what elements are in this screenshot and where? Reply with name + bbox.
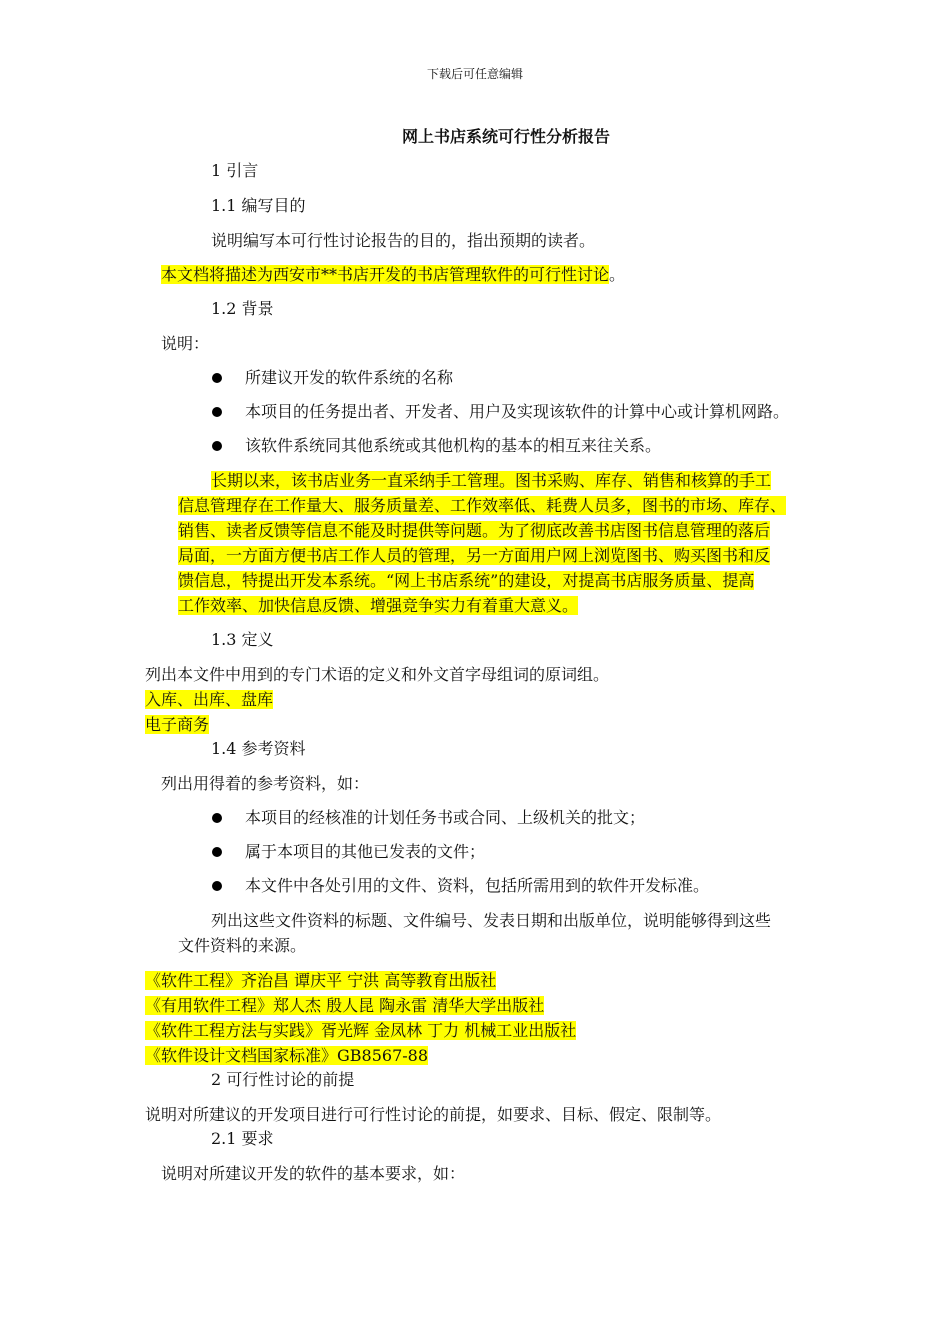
highlighted-text: 工作效率、加快信息反馈、增强竞争实力有着重大意义。 bbox=[178, 596, 579, 615]
section-1-1-heading: 1.1 编写目的 bbox=[211, 196, 306, 215]
background-paragraph-line bbox=[178, 520, 770, 542]
list-item: 本文件中各处引用的文件、资料，包括所需用到的软件开发标准。 bbox=[245, 876, 710, 895]
reference-entry bbox=[145, 995, 544, 1017]
reference-entry bbox=[145, 970, 496, 992]
highlighted-text: 《软件工程》齐治昌 谭庆平 宁洪 高等教育出版社 bbox=[145, 971, 497, 990]
highlighted-text: 《软件设计文档国家标准》GB8567-88 bbox=[145, 1046, 429, 1065]
bullet-icon bbox=[212, 847, 222, 857]
background-paragraph-line bbox=[178, 495, 786, 517]
page-header: 下载后可任意编辑 bbox=[426, 67, 523, 81]
list-item: 属于本项目的其他已发表的文件； bbox=[245, 842, 486, 861]
section-2-1-heading: 2.1 要求 bbox=[211, 1129, 274, 1148]
bullet-icon bbox=[212, 407, 222, 417]
highlighted-text: 入库、出库、盘库 bbox=[145, 690, 274, 709]
background-paragraph-line bbox=[178, 570, 754, 592]
highlighted-text: 《有用软件工程》郑人杰 殷人昆 陶永雷 清华大学出版社 bbox=[145, 996, 545, 1015]
reference-note-line: 列出这些文件资料的标题、文件编号、发表日期和出版单位，说明能够得到这些 bbox=[211, 911, 772, 930]
highlighted-text: 销售、读者反馈等信息不能及时提供等问题。为了彻底改善书店图书信息管理的落后 bbox=[178, 521, 771, 540]
bullet-icon bbox=[212, 881, 222, 891]
highlighted-text: 《软件工程方法与实践》胥光辉 金凤林 丁力 机械工业出版社 bbox=[145, 1021, 577, 1040]
highlighted-text: 局面，一方面方便书店工作人员的管理，另一方面用户网上浏览图书、购买图书和反 bbox=[178, 546, 771, 565]
bullet-icon bbox=[212, 813, 222, 823]
list-item: 本项目的任务提出者、开发者、用户及实现该软件的计算中心或计算机网路。 bbox=[245, 402, 790, 421]
background-paragraph-line bbox=[178, 595, 578, 617]
bullet-icon bbox=[212, 373, 222, 383]
list-item: 本项目的经核准的计划任务书或合同、上级机关的批文； bbox=[245, 808, 646, 827]
document-title: 网上书店系统可行性分析报告 bbox=[401, 127, 610, 146]
section-1-1-description: 说明编写本可行性讨论报告的目的，指出预期的读者。 bbox=[211, 231, 596, 250]
highlighted-text: 电子商务 bbox=[145, 715, 210, 734]
highlighted-text: 馈信息，特提出开发本系统。“网上书店系统”的建设，对提高书店服务质量、提高 bbox=[178, 571, 755, 590]
section-1-3-heading: 1.3 定义 bbox=[211, 630, 274, 649]
section-1-2-heading: 1.2 背景 bbox=[211, 299, 274, 318]
highlighted-text: 本文档将描述为西安市**书店开发的书店管理软件的可行性讨论 bbox=[161, 265, 610, 284]
section-1-3-description: 列出本文件中用到的专门术语的定义和外文首字母组词的原词组。 bbox=[145, 665, 610, 684]
section-1-2-description: 说明： bbox=[161, 334, 210, 353]
bullet-icon bbox=[212, 441, 222, 451]
reference-entry bbox=[145, 1045, 428, 1067]
highlighted-text: 信息管理存在工作量大、服务质量差、工作效率低、耗费人员多，图书的市场、库存、 bbox=[178, 496, 787, 515]
list-item: 该软件系统同其他系统或其他机构的基本的相互来往关系。 bbox=[245, 436, 662, 455]
highlight-tail: 。 bbox=[609, 265, 626, 284]
section-1-heading: 1 引言 bbox=[211, 161, 259, 180]
background-paragraph-line bbox=[178, 545, 770, 567]
list-item: 所建议开发的软件系统的名称 bbox=[245, 368, 454, 387]
highlighted-text: 长期以来，该书店业务一直采纳手工管理。图书采购、库存、销售和核算的手工 bbox=[211, 471, 772, 490]
reference-note-line: 文件资料的来源。 bbox=[178, 936, 307, 955]
section-2-description: 说明对所建议的开发项目进行可行性讨论的前提，如要求、目标、假定、限制等。 bbox=[145, 1105, 722, 1124]
section-1-4-description: 列出用得着的参考资料，如： bbox=[161, 774, 370, 793]
section-1-1-highlight bbox=[161, 264, 625, 286]
section-1-4-heading: 1.4 参考资料 bbox=[211, 739, 306, 758]
section-2-1-description: 说明对所建议开发的软件的基本要求，如： bbox=[161, 1164, 466, 1183]
definition-term bbox=[145, 714, 209, 736]
definition-term bbox=[145, 689, 273, 711]
section-2-heading: 2 可行性讨论的前提 bbox=[211, 1070, 355, 1089]
background-paragraph-line bbox=[211, 470, 771, 492]
reference-entry bbox=[145, 1020, 576, 1042]
